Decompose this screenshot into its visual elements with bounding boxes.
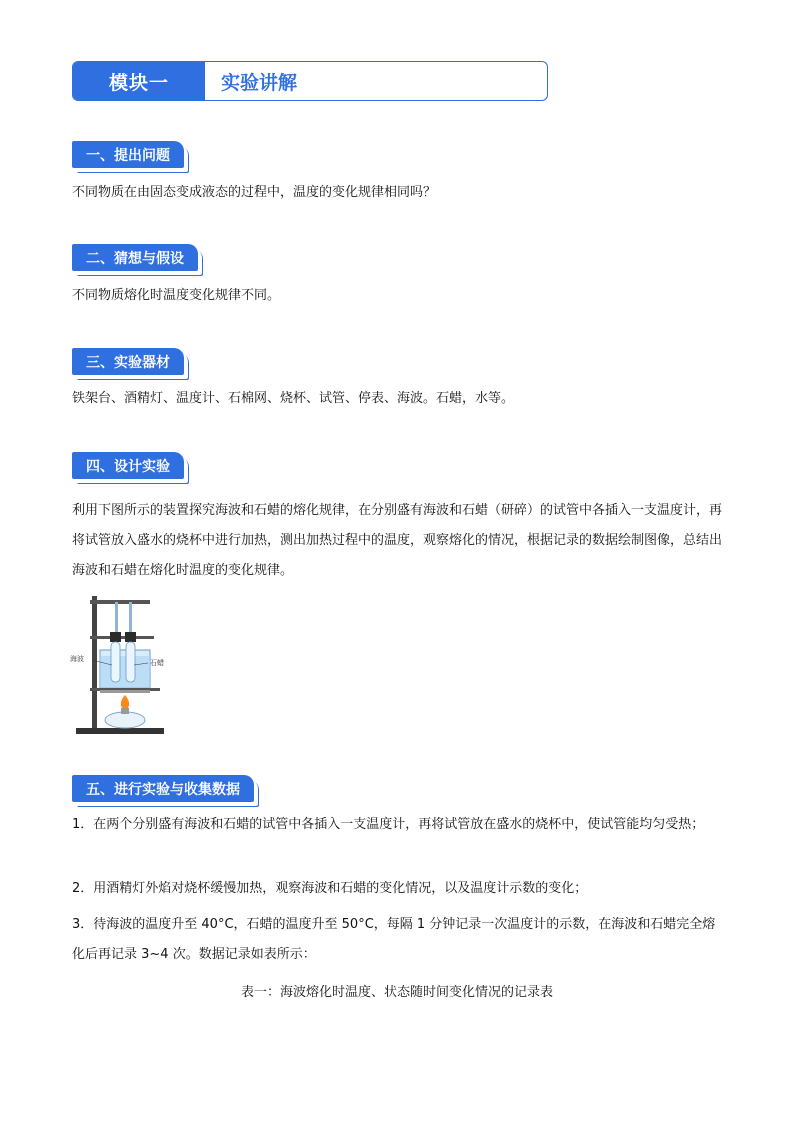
figure-label-shila: 石蜡 (150, 659, 164, 667)
section-heading-equipment: 三、实验器材 (72, 348, 184, 375)
module-tag: 模块一 (73, 62, 205, 100)
procedure-step-3: 3．待海波的温度升至 40°C，石蜡的温度升至 50°C，每隔 1 分钟记录一次温度计的示数，在海波和石蜡完全熔化后再记录 3~4 次。数据记录如表所示： (72, 917, 716, 962)
section-text-equipment: 铁架台、酒精灯、温度计、石棉网、烧杯、试管、停表、海波。石蜡，水等。 (72, 391, 515, 406)
table-caption: 表一：海波熔化时温度、状态随时间变化情况的记录表 (240, 985, 553, 1000)
procedure-step-1: 1．在两个分别盛有海波和石蜡的试管中各插入一支温度计，再将试管放在盛水的烧杯中，使试管能均匀受热； (72, 817, 705, 832)
procedure-step-2: 2．用酒精灯外焰对烧杯缓慢加热，观察海波和石蜡的变化情况，以及温度计示数的变化； (72, 881, 588, 896)
section-text-hypothesis: 不同物质熔化时温度变化规律不同。 (72, 288, 281, 303)
section-heading-design: 四、设计实验 (72, 452, 184, 479)
section-text-question: 不同物质在由固态变成液态的过程中，温度的变化规律相同吗？ (72, 185, 437, 200)
figure-label-haibo: 海波 (70, 655, 84, 663)
section-heading-hypothesis: 二、猜想与假设 (72, 244, 198, 271)
module-banner (72, 61, 548, 101)
section-heading-procedure: 五、进行实验与收集数据 (72, 775, 254, 802)
section-heading-question: 一、提出问题 (72, 141, 184, 168)
section-text-design: 利用下图所示的装置探究海波和石蜡的熔化规律，在分别盛有海波和石蜡（研碎）的试管中各插入一支温度计，再将试管放入盛水的烧杯中进行加热，测出加热过程中的温度，观察熔化的情况，根据记录的数据绘制图像，总结出海波和石蜡在熔化时温度的变化规律。 (72, 503, 723, 578)
apparatus-figure (70, 592, 170, 738)
module-title: 实验讲解 (221, 71, 298, 94)
